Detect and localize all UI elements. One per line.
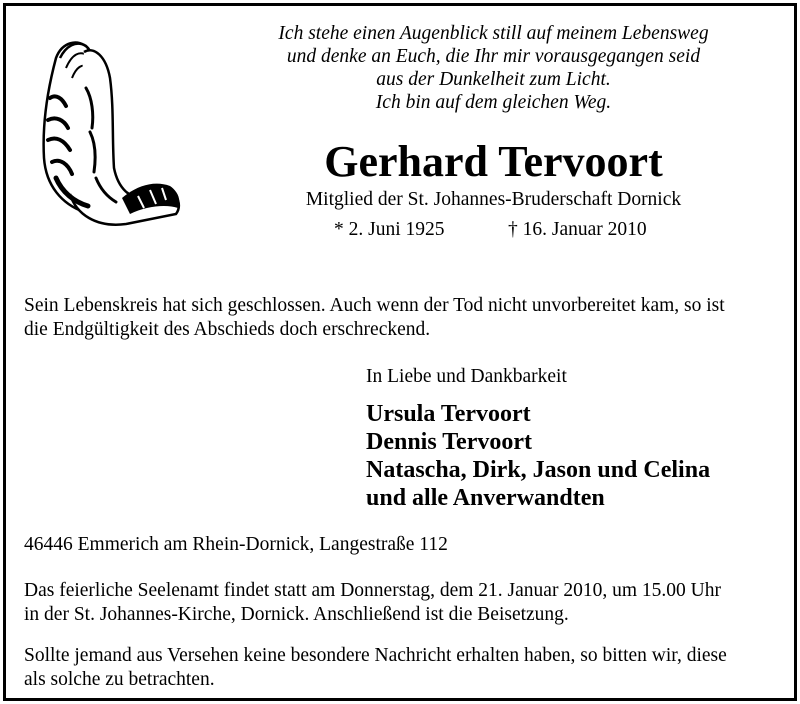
poem-line: aus der Dunkelheit zum Licht. bbox=[376, 69, 611, 90]
poem-line: Ich bin auf dem gleichen Weg. bbox=[375, 92, 612, 113]
mourner-line: und alle Anverwandten bbox=[366, 485, 605, 511]
deceased-name: Gerhard Tervoort bbox=[324, 137, 663, 186]
service-line: in der St. Johannes-Kirche, Dornick. Anschließend ist die Beisetzung. bbox=[24, 604, 569, 625]
service-line: Das feierliche Seelenamt findet statt am Donnerstag, dem 21. Januar 2010, um 15.00 Uhr bbox=[24, 580, 721, 601]
intro-line: Sein Lebenskreis hat sich geschlossen. Auch wenn der Tod nicht unvorbereitet kam, so ist bbox=[24, 295, 725, 316]
praying-hands-icon bbox=[26, 28, 186, 230]
poem-line: Ich stehe einen Augenblick still auf meinem Lebensweg bbox=[278, 23, 709, 44]
family-address: 46446 Emmerich am Rhein-Dornick, Langestraße 112 bbox=[24, 534, 448, 555]
mourner-line: Natascha, Dirk, Jason und Celina bbox=[366, 457, 711, 483]
mourner-line: Ursula Tervoort bbox=[366, 401, 531, 427]
obituary-notice bbox=[3, 3, 797, 701]
notice-line: als solche zu betrachten. bbox=[24, 669, 215, 690]
closing-phrase: In Liebe und Dankbarkeit bbox=[366, 366, 567, 387]
notice-line: Sollte jemand aus Versehen keine besondere Nachricht erhalten haben, so bitten wir, diese bbox=[24, 645, 727, 666]
death-date: † 16. Januar 2010 bbox=[508, 219, 647, 240]
birth-date: * 2. Juni 1925 bbox=[334, 219, 445, 240]
poem-line: und denke an Euch, die Ihr mir vorausgegangen seid bbox=[286, 46, 701, 67]
mourners-list bbox=[366, 400, 710, 512]
service-paragraph bbox=[24, 579, 721, 627]
deceased-membership: Mitglied der St. Johannes-Bruderschaft Dornick bbox=[305, 189, 682, 210]
intro-line: die Endgültigkeit des Abschieds doch erschreckend. bbox=[24, 319, 431, 340]
memorial-poem bbox=[186, 22, 800, 114]
mourner-line: Dennis Tervoort bbox=[366, 429, 533, 455]
intro-paragraph bbox=[24, 294, 725, 342]
notice-paragraph bbox=[24, 644, 727, 692]
